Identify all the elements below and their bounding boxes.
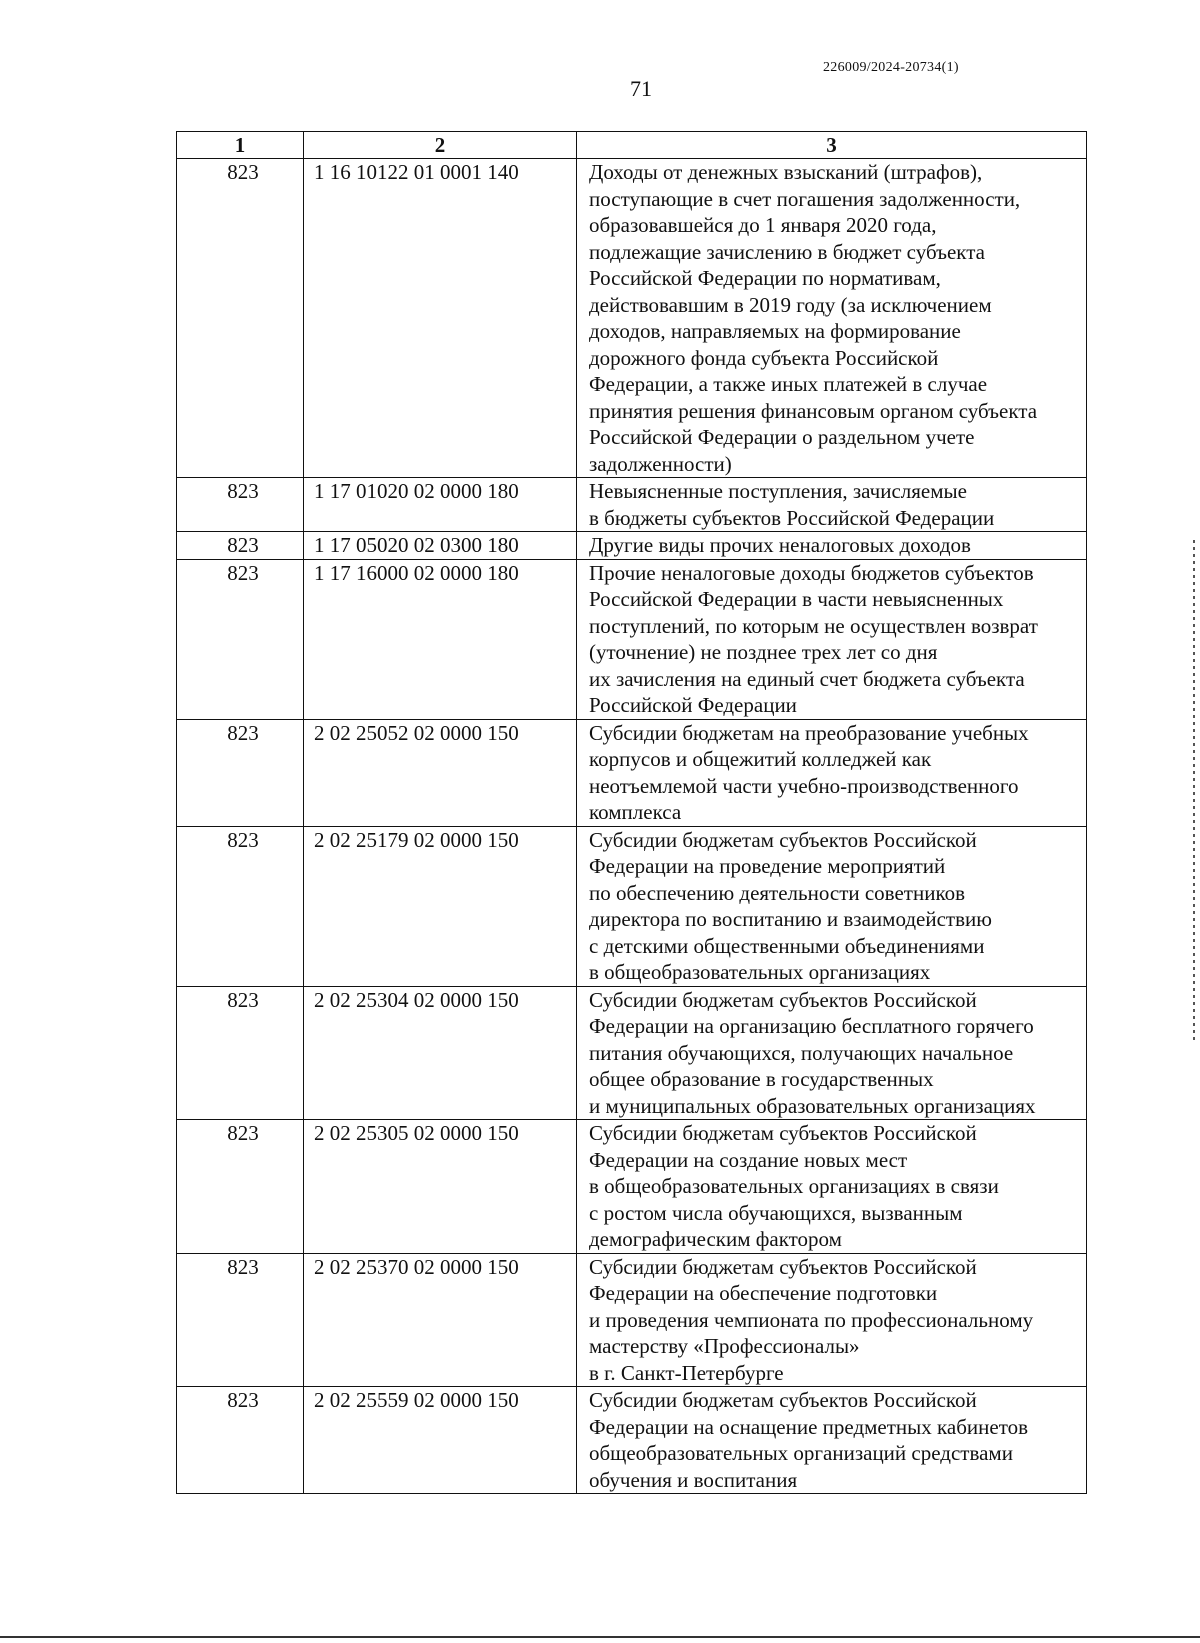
description-cell (577, 1387, 1087, 1494)
kbk-code-cell: 1 17 01020 02 0000 180 (304, 478, 577, 532)
description-line: доходов, направляемых на формирование (589, 319, 961, 343)
description-line: Российской Федерации в части невыясненных (589, 587, 1004, 611)
description-line: Российской Федерации о раздельном учете (589, 425, 975, 449)
description-line: задолженности) (589, 451, 732, 476)
description-line: Федерации на создание новых мест (589, 1147, 908, 1172)
description-line: Невыясненные поступления, зачисляемые (589, 479, 967, 503)
admin-code-cell: 823 (177, 1387, 304, 1494)
description-cell (577, 986, 1087, 1120)
description-line: их зачисления на единый счет бюджета субъекта (589, 666, 1025, 691)
description-line: по обеспечению деятельности советников (589, 880, 966, 905)
table-row (177, 1120, 1087, 1254)
description-line: действовавшим в 2019 году (за исключением (589, 292, 992, 317)
page-number: 71 (630, 76, 652, 101)
description-cell (577, 826, 1087, 986)
description-line: Российской Федерации по нормативам, (589, 266, 941, 290)
table-row (177, 159, 1087, 478)
kbk-code-cell: 2 02 25559 02 0000 150 (304, 1387, 577, 1494)
description-cell (577, 719, 1087, 826)
admin-code-cell: 823 (177, 559, 304, 719)
description-line: Субсидии бюджетам субъектов Российской (589, 1254, 977, 1279)
description-line: поступлений, по которым не осуществлен возврат (589, 613, 1038, 638)
kbk-code-cell: 1 17 05020 02 0300 180 (304, 532, 577, 560)
description-line: корпусов и общежитий колледжей как (589, 747, 932, 771)
description-cell (577, 1120, 1087, 1254)
description-line: общеобразовательных организаций средствами (589, 1441, 1013, 1465)
description-line: Доходы от денежных взысканий (штрафов), (589, 160, 983, 184)
table-row (177, 1387, 1087, 1494)
description-line: (уточнение) не позднее трех лет со дня (589, 640, 938, 664)
description-line: Федерации на проведение мероприятий (589, 854, 946, 878)
table-row (177, 532, 1087, 560)
description-line: Федерации на оснащение предметных кабинетов (589, 1414, 1029, 1439)
description-line: с ростом числа обучающихся, вызванным (589, 1200, 963, 1225)
kbk-code-cell: 2 02 25304 02 0000 150 (304, 986, 577, 1120)
column-header-2: 2 (304, 132, 577, 159)
admin-code-cell: 823 (177, 826, 304, 986)
admin-code-cell: 823 (177, 986, 304, 1120)
description-line: подлежащие зачислению в бюджет субъекта (589, 239, 985, 264)
description-line: Субсидии бюджетам субъектов Российской (589, 1388, 977, 1412)
kbk-code-cell: 2 02 25305 02 0000 150 (304, 1120, 577, 1254)
description-line: Федерации на организацию бесплатного горячего (589, 1014, 1034, 1038)
description-line: Субсидии бюджетам на преобразование учебных (589, 720, 1029, 745)
description-line: обучения и воспитания (589, 1467, 798, 1492)
kbk-code-cell: 1 17 16000 02 0000 180 (304, 559, 577, 719)
revenue-codes-table (176, 131, 1087, 1494)
scan-edge-mark (1193, 540, 1195, 1040)
column-header-1: 1 (177, 132, 304, 159)
description-line: в бюджеты субъектов Российской Федерации (589, 505, 995, 530)
description-line: Российской Федерации (589, 693, 797, 717)
description-cell (577, 1253, 1087, 1387)
description-line: поступающие в счет погашения задолженности, (589, 186, 1021, 211)
table-row (177, 986, 1087, 1120)
table-row (177, 826, 1087, 986)
column-header-3: 3 (577, 132, 1087, 159)
kbk-code-cell: 1 16 10122 01 0001 140 (304, 159, 577, 478)
description-line: питания обучающихся, получающих начальное (589, 1040, 1014, 1065)
description-line: Другие виды прочих неналоговых доходов (589, 533, 971, 557)
kbk-code-cell: 2 02 25179 02 0000 150 (304, 826, 577, 986)
description-cell (577, 159, 1087, 478)
description-line: в общеобразовательных организациях (589, 960, 931, 984)
kbk-code-cell: 2 02 25052 02 0000 150 (304, 719, 577, 826)
description-line: мастерству «Профессионалы» (589, 1334, 860, 1358)
description-line: Прочие неналоговые доходы бюджетов субъектов (589, 560, 1034, 585)
header-row (177, 132, 1087, 159)
description-line: и проведения чемпионата по профессиональному (589, 1307, 1034, 1332)
description-line: с детскими общественными объединениями (589, 933, 985, 958)
description-cell (577, 559, 1087, 719)
admin-code-cell: 823 (177, 1253, 304, 1387)
scan-bottom-line (0, 1636, 1200, 1638)
admin-code-cell: 823 (177, 478, 304, 532)
description-line: Федерации, а также иных платежей в случае (589, 372, 988, 396)
table-row (177, 559, 1087, 719)
admin-code-cell: 823 (177, 532, 304, 560)
description-line: директора по воспитанию и взаимодействию (589, 907, 992, 931)
description-cell (577, 532, 1087, 560)
description-line: неотъемлемой части учебно-производственного (589, 773, 1019, 798)
description-line: принятия решения финансовым органом субъекта (589, 398, 1038, 423)
table-header (177, 132, 1087, 159)
description-line: образовавшейся до 1 января 2020 года, (589, 213, 937, 237)
admin-code-cell: 823 (177, 719, 304, 826)
description-cell (577, 478, 1087, 532)
kbk-code-cell: 2 02 25370 02 0000 150 (304, 1253, 577, 1387)
description-line: демографическим фактором (589, 1227, 842, 1251)
table-row (177, 478, 1087, 532)
admin-code-cell: 823 (177, 159, 304, 478)
description-line: общее образование в государственных (589, 1067, 934, 1091)
description-line: Субсидии бюджетам субъектов Российской (589, 827, 977, 852)
description-line: Субсидии бюджетам субъектов Российской (589, 987, 977, 1012)
description-line: дорожного фонда субъекта Российской (589, 345, 939, 370)
description-line: в г. Санкт-Петербурге (589, 1360, 784, 1385)
description-line: в общеобразовательных организациях в связи (589, 1174, 999, 1198)
description-line: комплекса (589, 800, 682, 824)
table-body (177, 159, 1087, 1494)
description-line: и муниципальных образовательных организациях (589, 1093, 1036, 1118)
table-row (177, 1253, 1087, 1387)
table-row (177, 719, 1087, 826)
description-line: Федерации на обеспечение подготовки (589, 1281, 938, 1305)
description-line: Субсидии бюджетам субъектов Российской (589, 1121, 977, 1145)
document-number: 226009/2024-20734(1) (823, 60, 959, 75)
admin-code-cell: 823 (177, 1120, 304, 1254)
